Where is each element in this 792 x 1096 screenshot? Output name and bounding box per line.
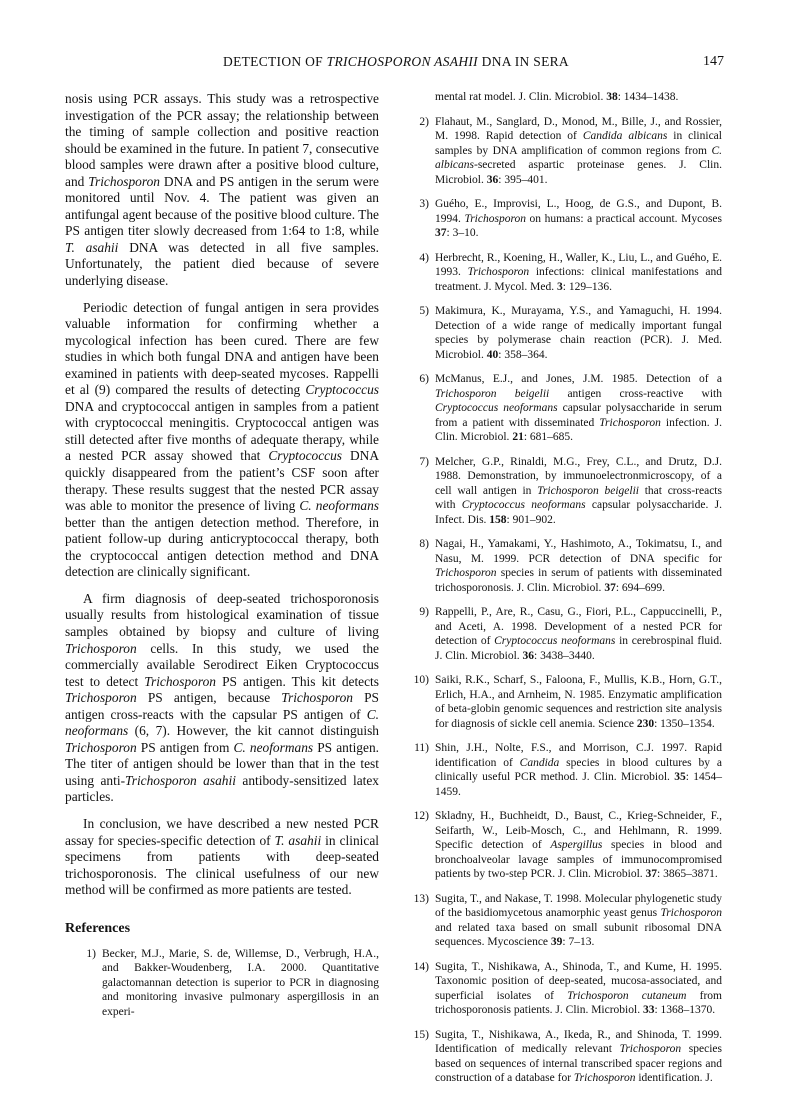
text-span: Rappelli, P., Are, R., Casu, G., Fiori, P.L., Cappuccinelli, P., and Aceti, A. 1998. Development of a nested PCR for detection of <box>435 606 722 647</box>
text-span: Nagai, H., Yamakami, Y., Hashimoto, A., Tokimatsu, I., and Nasu, M. 1999. PCR detection of DNA specific for <box>435 538 722 565</box>
running-title <box>0 54 792 70</box>
reference-number: 3) <box>419 198 429 210</box>
reference-item <box>398 251 722 295</box>
text-span: In conclusion, we have described a new nested PCR assay for species-specific detection of <box>65 815 379 848</box>
reference-number: 8) <box>419 538 429 550</box>
volume-number: 3 <box>557 280 563 293</box>
text-span: DNA and cryptococcal antigen in samples from a patient with cryptococcal meningitis. Cryptococcal antigen was still detected after five months of adequate therapy, while a nested PCR assay showed that <box>65 398 379 464</box>
text-span: : 395–401. <box>498 173 548 186</box>
text-span: (6, 7). However, the kit cannot distinguish <box>128 723 379 739</box>
volume-number: 36 <box>486 173 499 186</box>
text-span: infection. J. Clin. Microbiol. <box>435 416 722 443</box>
text-span: : 681–685. <box>523 431 574 443</box>
text-span: better than the antigen detection method. Therefore, in patient follow-up during anticryptococcal therapy, both the cryptococcal antigen detection method and DNA detection are clinically significant. <box>65 514 379 580</box>
reference-text <box>435 742 722 798</box>
right-column <box>398 90 722 1096</box>
text-span: cells. In this study, we used the commercially available Serodirect Eiken Cryptococcus test to detect <box>65 640 379 689</box>
italic-span: T. asahii <box>274 832 322 848</box>
italic-span: Cryptococcus <box>268 448 343 464</box>
text-span: Makimura, K., Murayama, Y.S., and Yamaguchi, H. 1994. Detection of a wide range of medically important fungal species by polymerase chain reaction (PCR). J. Med. Microbiol. <box>435 305 722 361</box>
italic-span: Trichosporon <box>619 1043 682 1055</box>
italic-span: Trichosporon asahii <box>125 772 236 788</box>
text-span: : 1434–1438. <box>617 91 679 103</box>
volume-number: 21 <box>512 431 524 443</box>
text-span: : 129–136. <box>562 280 612 293</box>
volume-number: 230 <box>636 717 655 730</box>
references-heading: References <box>65 920 131 936</box>
text-span: species in blood and bronchoalveolar lavage samples of immunocompromised patients by two-step PCR. J. Clin. Microbiol. <box>435 839 723 880</box>
italic-span: Trichosporon <box>65 640 137 656</box>
italic-span: Trichosporon cutaneum <box>567 989 687 1002</box>
volume-number: 40 <box>486 348 499 361</box>
reference-text <box>435 252 722 293</box>
italic-span: Cryptococcus neoformans <box>435 402 558 414</box>
text-span: : 3865–3871. <box>657 868 718 880</box>
reference-item <box>398 960 722 1018</box>
text-span: species in blood cultures by a clinically useful PCR method. J. Clin. Microbiol. <box>435 756 722 783</box>
text-span: in clinical specimens from patients with deep-seated trichosporonosis. The clinical usefulness of our new method will be confirmed as more patients are tested. <box>65 832 379 898</box>
italic-span: C. neoformans <box>233 739 314 755</box>
text-span: : 694–699. <box>615 581 666 594</box>
text-span: capsular polysaccharide in serum from a patient with disseminated <box>435 402 722 429</box>
italic-span: C. neoformans <box>299 498 379 514</box>
text-span: species in serum of patients with disseminated trichosporonosis. J. Clin. Microbiol. <box>435 567 722 594</box>
reference-list <box>398 115 722 1086</box>
reference-number: 6) <box>419 373 429 385</box>
paragraph-conclusion <box>65 816 379 899</box>
reference-number: 14) <box>413 960 429 973</box>
text-span: -secreted aspartic proteinase genes. J. Clin. Microbiol. <box>435 159 722 186</box>
italic-span: Candida <box>519 756 560 769</box>
italic-span: C. neoformans <box>65 706 379 739</box>
reference-text <box>435 961 722 1017</box>
italic-span: Trichosporon <box>464 212 526 225</box>
text-span: Melcher, G.P., Rinaldi, M.G., Frey, C.L., and Drutz, D.J. 1988. Demonstration, by immunoelectronmicroscopy, of a cell wall antigen in <box>435 455 722 497</box>
italic-span: Trichosporon <box>144 673 216 689</box>
reference-text <box>435 373 722 443</box>
text-span: species based on sequences of internal transcribed spacer regions and construction of a database for <box>435 1043 722 1084</box>
reference-number: 15) <box>413 1028 429 1041</box>
text-span: Skladny, H., Buchheidt, D., Baust, C., Krieg-Schneider, F., Seifarth, W., Leib-Mosch, C., and Hehlmann, R. 1999. Specific detection of <box>435 810 722 851</box>
reference-continuation <box>398 90 722 105</box>
running-title-text: DETECTION OF <box>223 54 327 69</box>
reference-text <box>435 198 722 239</box>
reference-number: 11) <box>414 742 429 754</box>
reference-text <box>435 606 722 662</box>
italic-span: Trichosporon <box>573 1072 636 1084</box>
reference-text <box>435 538 722 594</box>
volume-number: 39 <box>550 936 563 948</box>
italic-span: Trichosporon beigelii <box>435 387 550 400</box>
text-span: : 3–10. <box>446 227 479 239</box>
text-span: Periodic detection of fungal antigen in sera provides valuable information for confirming whether a mycological infection has been cured. There are few studies in which both fungal DNA and antigen have been examined in patients with deep-seated mycoses. Rappelli et al (9) compared the results of detecting <box>65 299 379 398</box>
volume-number: 35 <box>674 771 686 783</box>
running-title-tail: DNA IN SERA <box>477 54 569 69</box>
paragraph-patient-7 <box>65 91 379 290</box>
paragraph-firm-diagnosis <box>65 591 379 806</box>
text-span: in clinical samples by DNA amplification of common regions from <box>435 130 722 157</box>
italic-span: Trichosporon beigelii <box>537 484 639 497</box>
italic-span: Trichosporon <box>435 567 497 579</box>
text-span: identification. J. <box>635 1072 713 1084</box>
reference-text <box>435 456 722 526</box>
text-span: Sugita, T., Nishikawa, A., Ikeda, R., and Shinoda, T. 1999. Identification of medically relevant <box>435 1028 722 1055</box>
italic-span: Cryptococcus neoformans <box>461 499 586 511</box>
reference-text <box>435 116 722 186</box>
volume-number: 33 <box>642 1004 655 1016</box>
reference-text <box>435 674 722 730</box>
text-span: : 358–364. <box>498 348 548 361</box>
text-span: DNA was detected in all five samples. Unfortunately, the patient died because of severe underlying disease. <box>65 239 379 289</box>
text-span: Herbrecht, R., Koening, H., Waller, K., Liu, L., and Guého, E. 1993. <box>435 251 722 278</box>
reference-item <box>398 197 722 241</box>
volume-number: 37 <box>604 581 616 594</box>
italic-span: Trichosporon <box>660 907 722 919</box>
reference-item <box>398 741 722 799</box>
left-column <box>65 91 379 1029</box>
text-span: PS antigen. The titer of antigen should be lower than that in the test using anti- <box>65 739 379 788</box>
text-span: Sugita, T., and Nakase, T. 1998. Molecular phylogenetic study of the basidiomycetous anamorphic yeast genus <box>435 892 722 919</box>
reference-number: 9) <box>419 606 429 618</box>
reference-text <box>102 948 379 1018</box>
italic-span: Cryptococcus <box>305 382 379 398</box>
text-span: Guého, E., Improvisi, L., Hoog, de G.S., and Dupont, B. 1994. <box>435 198 722 225</box>
reference-number: 13) <box>413 892 429 905</box>
text-span: Shin, J.H., Nolte, F.S., and Morrison, C.J. 1997. Rapid identification of <box>435 742 722 769</box>
italic-span: Candida albicans <box>582 130 668 142</box>
text-span: : 1454–1459. <box>435 771 722 798</box>
reference-item <box>398 673 722 731</box>
reference-item <box>398 372 722 445</box>
volume-number: 38 <box>606 91 618 103</box>
volume-number: 37 <box>435 227 447 239</box>
italic-span: Aspergillus <box>550 839 603 851</box>
text-span: PS antigen, because <box>136 690 282 706</box>
italic-span: Trichosporon <box>65 739 137 755</box>
reference-text <box>435 305 722 361</box>
text-span: : 1368–1370. <box>654 1004 716 1016</box>
text-span: Saiki, R.K., Scharf, S., Faloona, F., Mullis, K.B., Horn, G.T., Erlich, H.A., and Arnheim, N. 1985. Enzymatic amplification of beta-globin genomic sequences and restriction site analysis for diagnosis of sickle cell anemia. Science <box>435 674 722 730</box>
reference-text <box>435 1029 722 1085</box>
text-span: DNA quickly disappeared from the patient’s CSF soon after therapy. These results suggest that the nested PCR assay was able to monitor the presence of living <box>65 448 380 514</box>
italic-span: Trichosporon <box>88 173 160 189</box>
reference-item <box>65 947 379 1020</box>
volume-number: 36 <box>522 649 535 662</box>
text-span: nosis using PCR assays. This study was a retrospective investigation of the PCR assay; the relationship between the timing of sample collection and positive reaction should be examined in the future. In patient 7, consecutive blood samples were drawn after a positive blood culture, and <box>65 91 379 189</box>
text-span: on humans: a practical account. Mycoses <box>526 212 722 225</box>
reference-item <box>398 455 722 528</box>
text-span: : 1350–1354. <box>654 717 715 730</box>
text-span: Becker, M.J., Marie, S. de, Willemse, D., Verbrugh, H.A., and Bakker-Woudenberg, I.A. 2000. Quantitative galactomannan detection is superior to PCR in diagnosing and monitoring invasive pulmonary aspergillosis in an experi- <box>102 947 379 1018</box>
reference-number: 2) <box>419 115 429 128</box>
italic-span: Trichosporon <box>281 690 353 706</box>
running-header <box>0 54 792 74</box>
text-span: mental rat model. J. Clin. Microbiol. <box>435 91 607 103</box>
italic-span: C. albicans <box>435 144 722 171</box>
italic-span: Trichosporon <box>65 690 137 706</box>
italic-span: Trichosporon <box>599 416 661 429</box>
reference-item <box>398 892 722 950</box>
volume-number: 158 <box>489 513 507 526</box>
italic-span: T. asahii <box>65 239 119 255</box>
italic-span: Cryptococcus neoformans <box>494 635 616 647</box>
text-span: PS antigen from <box>136 739 234 755</box>
reference-item <box>398 605 722 663</box>
reference-item <box>398 1028 722 1086</box>
text-span: and related taxa based on small subunit ribosomal DNA sequences. Mycoscience <box>435 921 722 948</box>
text-span: infections: clinical manifestations and treatment. J. Mycol. Med. <box>435 266 722 293</box>
reference-number: 1) <box>86 947 96 960</box>
text-span: in cerebrospinal fluid. J. Clin. Microbiol. <box>435 635 722 662</box>
text-span: DNA and PS antigen in the serum were monitored until Nov. 4. The patient was given an antifungal agent because of the positive blood culture. The PS antigen titer slowly decreased from 1:64 to 1:8, while <box>65 173 380 239</box>
text-span: : 901–902. <box>506 513 556 526</box>
reference-item <box>398 809 722 882</box>
text-span: PS antigen cross-reacts with the capsular PS antigen of <box>65 690 380 722</box>
text-span: that cross-reacts with <box>435 484 722 511</box>
page-number: 147 <box>703 54 724 69</box>
volume-number: 37 <box>645 868 658 880</box>
reference-number: 7) <box>419 455 429 468</box>
text-span: from trichosporonosis patients. J. Clin. Microbiol. <box>435 989 722 1016</box>
text-span: Flahaut, M., Sanglard, D., Monod, M., Bille, J., and Rossier, M. 1998. Rapid detection of <box>435 115 722 142</box>
reference-number: 10) <box>413 674 429 686</box>
text-span: : 7–13. <box>562 936 595 948</box>
text-span: : 3438–3440. <box>534 649 595 662</box>
reference-number: 4) <box>419 251 429 264</box>
text-span: A firm diagnosis of deep-seated trichosporonosis usually results from histological examination of tissue samples obtained by biopsy and culture of living <box>65 590 379 639</box>
text-span: antibody-sensitized latex particles. <box>65 772 380 805</box>
reference-item <box>398 304 722 362</box>
reference-item <box>398 537 722 595</box>
text-span: McManus, E.J., and Jones, J.M. 1985. Detection of a <box>435 373 722 385</box>
reference-text <box>435 810 722 880</box>
reference-item <box>398 115 722 188</box>
italic-span: Trichosporon <box>467 266 530 278</box>
text-span: antigen cross-reactive with <box>549 387 722 400</box>
running-title-species: TRICHOSPORON ASAHII <box>326 54 478 69</box>
paragraph-periodic-detection <box>65 300 379 581</box>
text-span: PS antigen. This kit detects <box>215 673 379 689</box>
reference-number: 5) <box>419 305 429 317</box>
reference-text <box>435 893 722 949</box>
text-span: Sugita, T., Nishikawa, A., Shinoda, T., and Kume, H. 1995. Taxonomic position of deep-seated, mucosa-associated, and superficial isolates of <box>435 960 722 1002</box>
text-span: capsular polysaccharide. J. Infect. Dis. <box>435 499 722 526</box>
reference-number: 12) <box>413 810 429 822</box>
